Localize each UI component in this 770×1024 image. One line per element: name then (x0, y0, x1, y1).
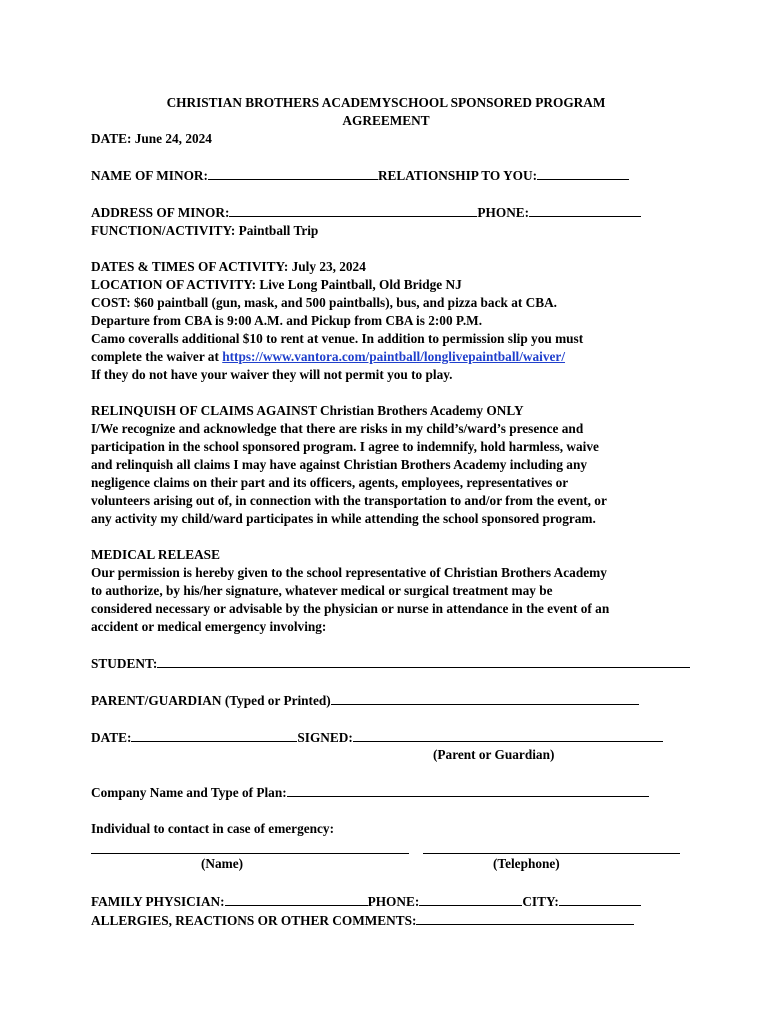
date-signed-row (91, 728, 681, 747)
company-plan-label: Company Name and Type of Plan: (91, 785, 287, 800)
company-plan-row (91, 783, 681, 802)
name-of-minor-label: NAME OF MINOR: (91, 168, 208, 183)
family-physician-label: FAMILY PHYSICIAN: (91, 894, 225, 909)
relationship-field[interactable] (537, 166, 629, 180)
emergency-contact-row (91, 838, 681, 856)
city-label: CITY: (522, 894, 559, 909)
minor-name-row (91, 166, 681, 185)
form-title (91, 94, 681, 130)
form-date: DATE: June 24, 2024 (91, 131, 212, 146)
parent-guardian-row (91, 691, 681, 710)
medical-heading: MEDICAL RELEASE (91, 547, 220, 562)
waiver-note: If they do not have your waiver they will not permit you to play. (91, 367, 453, 382)
location: LOCATION OF ACTIVITY: Live Long Paintball, Old Bridge NJ (91, 277, 462, 292)
parent-guardian-field[interactable] (331, 691, 639, 705)
signed-label: SIGNED: (297, 730, 353, 745)
phone-field[interactable] (529, 203, 641, 217)
physician-row (91, 892, 681, 911)
student-label: STUDENT: (91, 656, 158, 671)
company-plan-field[interactable] (287, 783, 649, 797)
emergency-caption-row (91, 856, 681, 874)
medical-line: accident or medical emergency involving: (91, 619, 327, 634)
relinquish-line: participation in the school sponsored program. I agree to indemnify, hold harmless, waive (91, 439, 599, 454)
student-row (91, 654, 681, 673)
phone-label: PHONE: (477, 205, 530, 220)
waiver-prefix: complete the waiver at (91, 349, 219, 364)
date-field[interactable] (131, 728, 297, 742)
relinquish-line: I/We recognize and acknowledge that there are risks in my child’s/ward’s presence and (91, 421, 584, 436)
relinquish-line: any activity my child/ward participates in while attending the school sponsored program. (91, 511, 596, 526)
date-label: DATE: (91, 730, 132, 745)
function-activity: FUNCTION/ACTIVITY: Paintball Trip (91, 223, 319, 238)
cost: COST: $60 paintball (gun, mask, and 500 paintballs), bus, and pizza back at CBA. (91, 295, 558, 310)
signed-caption-row (91, 747, 681, 765)
city-field[interactable] (559, 892, 641, 906)
camo-note: Camo coveralls additional $10 to rent at venue. In addition to permission slip you must (91, 331, 584, 346)
relinquish-line: negligence claims on their part and its officers, agents, employees, representatives or (91, 475, 569, 490)
physician-phone-label: PHONE: (367, 894, 420, 909)
emergency-name-field[interactable] (91, 840, 409, 854)
telephone-caption: (Telephone) (493, 856, 560, 871)
allergies-row (91, 911, 681, 930)
waiver-link[interactable]: https://www.vantora.com/paintball/longlivepaintball/waiver/ (222, 349, 566, 364)
signed-field[interactable] (353, 728, 663, 742)
address-of-minor-field[interactable] (229, 203, 477, 217)
address-row (91, 203, 681, 222)
name-caption: (Name) (201, 856, 244, 871)
signed-caption: (Parent or Guardian) (433, 747, 555, 762)
medical-line: considered necessary or advisable by the physician or nurse in attendance in the event of an (91, 601, 610, 616)
waiver-line (91, 348, 681, 366)
dates-times: DATES & TIMES OF ACTIVITY: July 23, 2024 (91, 259, 366, 274)
relinquish-heading: RELINQUISH OF CLAIMS AGAINST Christian Brothers Academy ONLY (91, 403, 524, 418)
allergies-field[interactable] (416, 911, 634, 925)
title-line-1: CHRISTIAN BROTHERS ACADEMYSCHOOL SPONSORED PROGRAM (166, 95, 606, 110)
agreement-form (91, 94, 681, 930)
allergies-label: ALLERGIES, REACTIONS OR OTHER COMMENTS: (91, 913, 417, 928)
name-of-minor-field[interactable] (208, 166, 378, 180)
medical-line: Our permission is hereby given to the school representative of Christian Brothers Academy (91, 565, 607, 580)
relationship-label: RELATIONSHIP TO YOU: (377, 168, 538, 183)
relinquish-line: and relinquish all claims I may have against Christian Brothers Academy including any (91, 457, 587, 472)
emergency-telephone-field[interactable] (423, 840, 680, 854)
parent-guardian-label: PARENT/GUARDIAN (Typed or Printed) (91, 693, 331, 708)
medical-line: to authorize, by his/her signature, whatever medical or surgical treatment may be (91, 583, 553, 598)
relinquish-line: volunteers arising out of, in connection with the transportation to and/or from the event, or (91, 493, 607, 508)
student-field[interactable] (157, 654, 690, 668)
address-of-minor-label: ADDRESS OF MINOR: (91, 205, 230, 220)
emergency-contact-label: Individual to contact in case of emergency: (91, 821, 335, 836)
family-physician-field[interactable] (225, 892, 368, 906)
title-line-2: AGREEMENT (342, 113, 430, 128)
departure: Departure from CBA is 9:00 A.M. and Pickup from CBA is 2:00 P.M. (91, 313, 483, 328)
physician-phone-field[interactable] (419, 892, 522, 906)
